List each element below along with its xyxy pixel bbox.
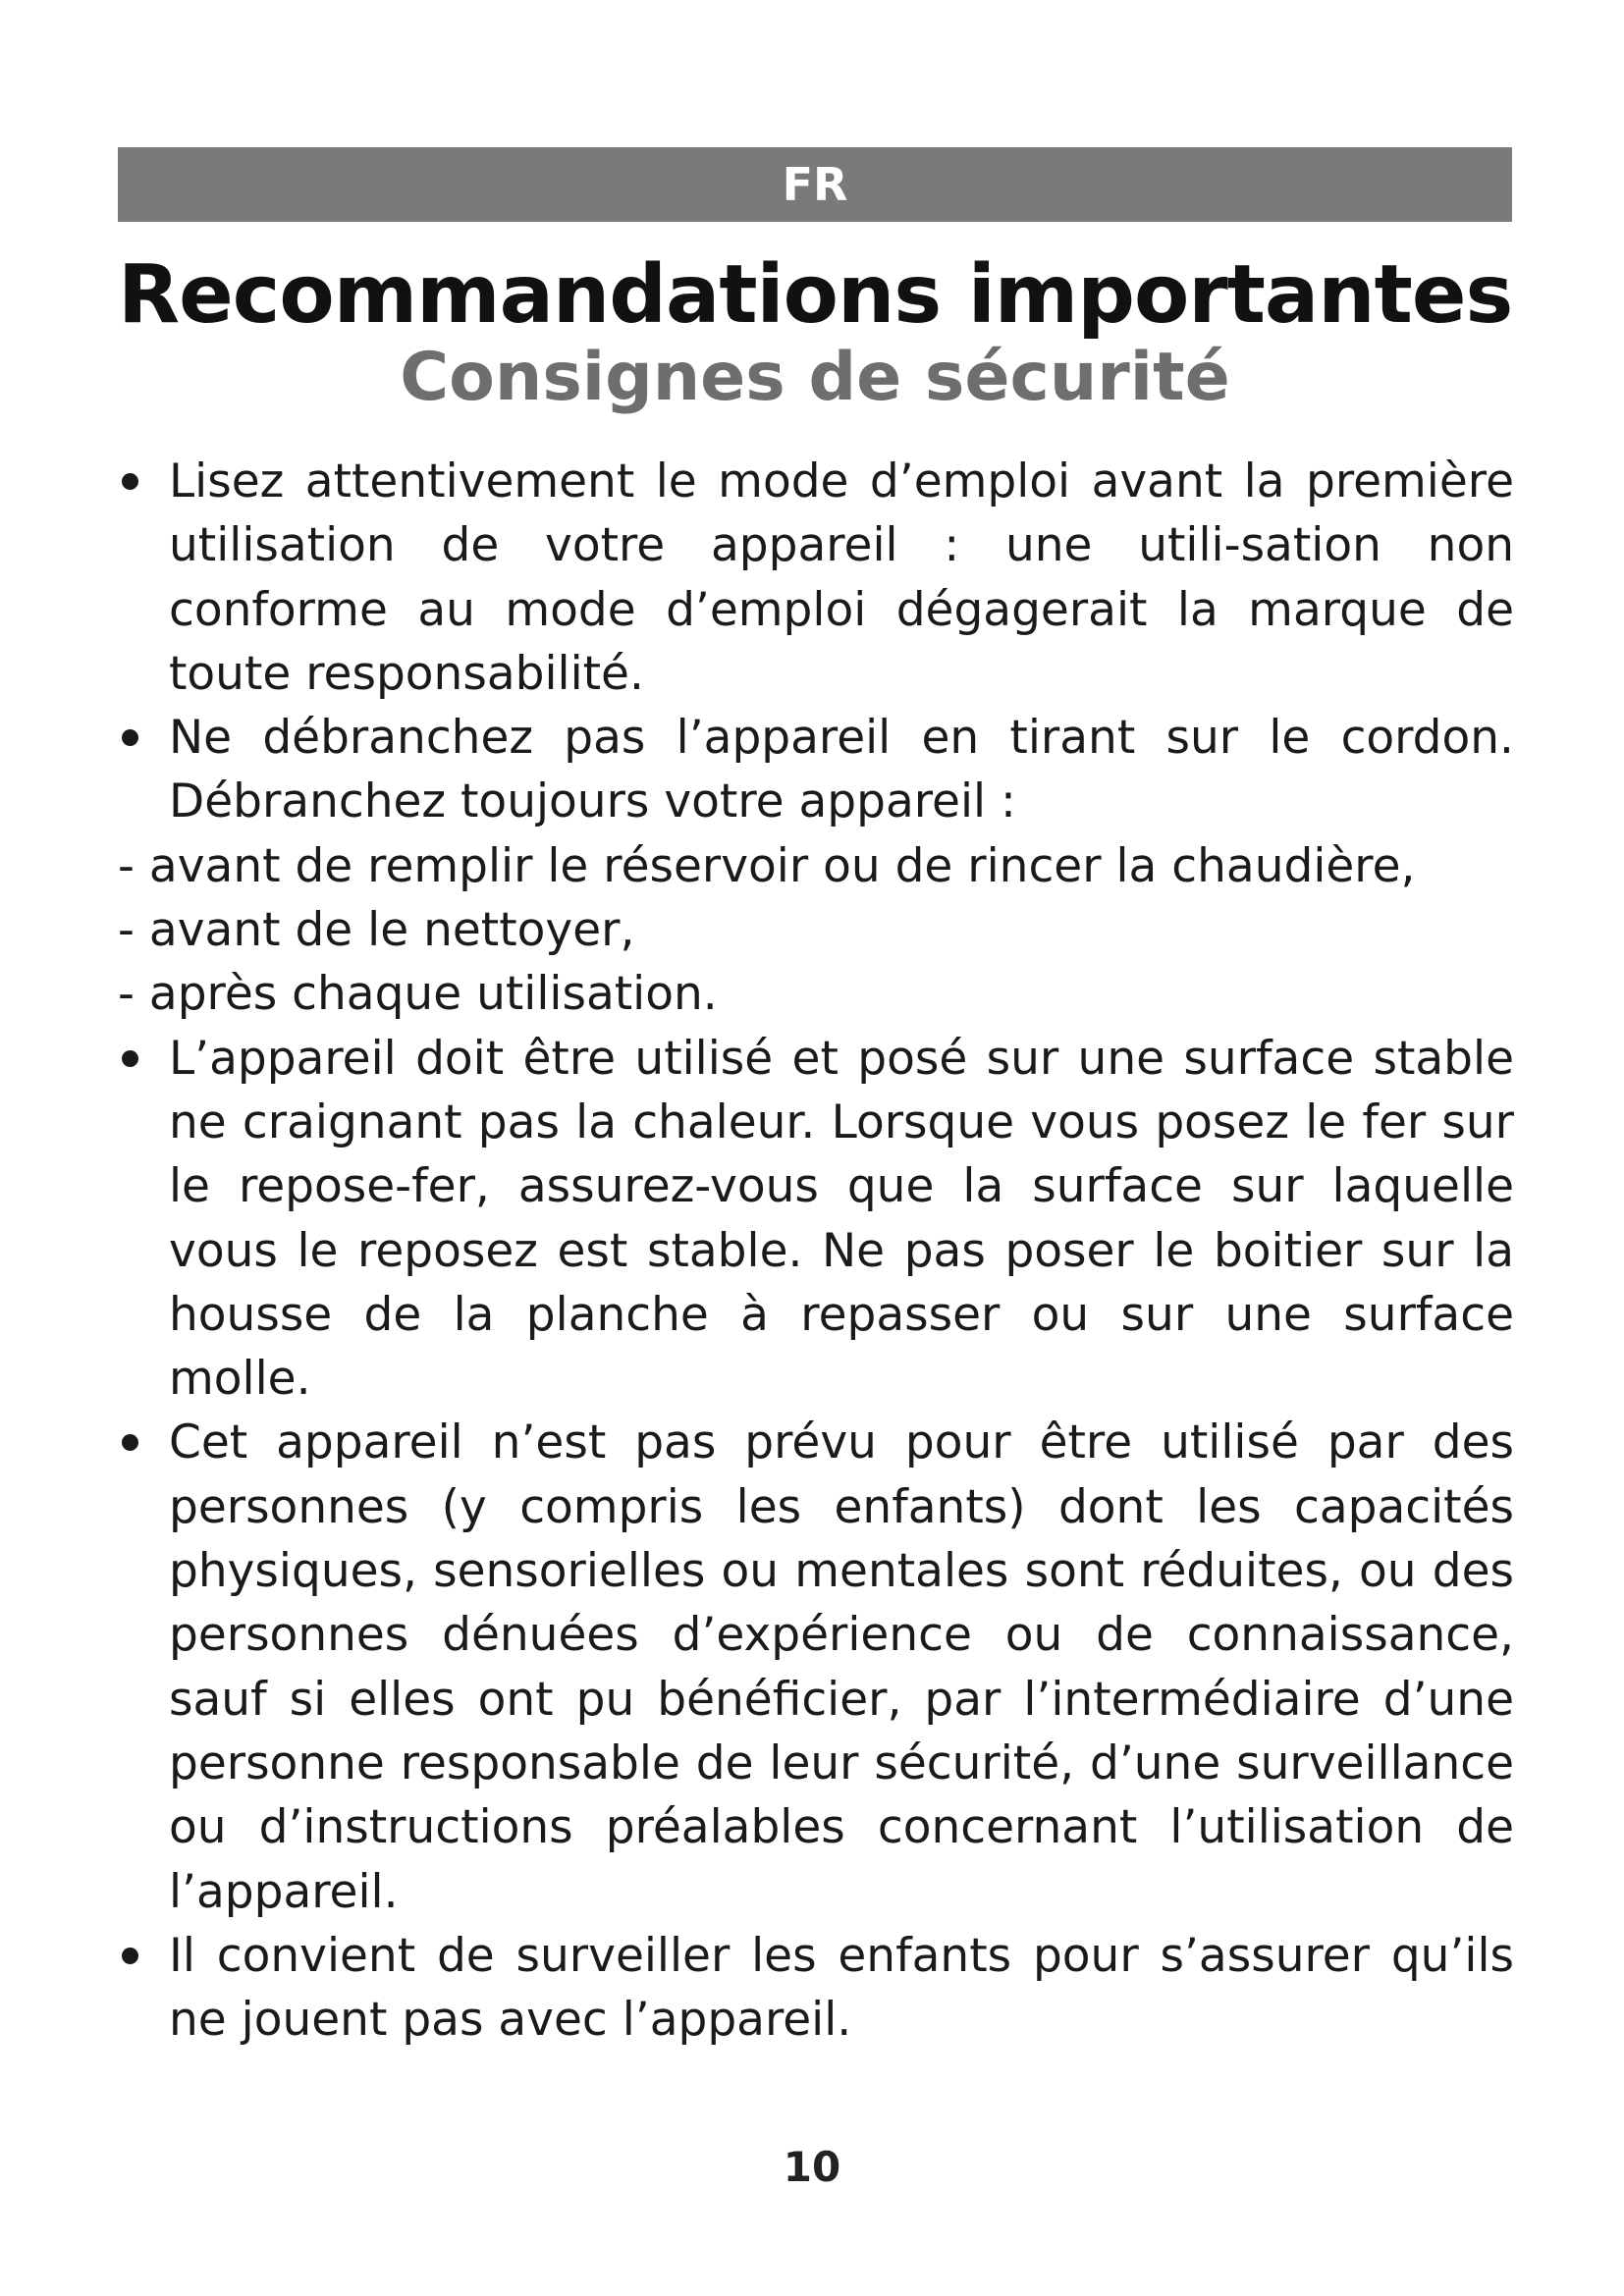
page-title: Recommandations importantes	[118, 248, 1513, 342]
language-tag: FR	[782, 158, 848, 211]
list-item-text: L’appareil doit être utilisé et posé sur une surface stable ne craignant pas la chaleur. Lorsque vous posez le fer sur le repose-fer, assurez-vous que la surface sur laquelle vous le reposez est stable. Ne pas poser le boitier sur la housse de la planche à repasser ou sur une surface molle.	[169, 1031, 1514, 1407]
bullet-icon	[122, 473, 138, 490]
list-item	[118, 706, 1514, 1026]
list-item-text: Ne débranchez pas l’appareil en tirant sur le cordon. Débranchez toujours votre appareil :	[169, 711, 1514, 829]
list-item	[118, 1027, 1514, 1412]
list-item	[118, 1411, 1514, 1923]
bullet-icon	[122, 1948, 138, 1964]
bullet-icon	[122, 1434, 138, 1451]
list-item	[118, 1924, 1514, 2053]
page-subtitle: Consignes de sécurité	[400, 339, 1230, 416]
list-item	[118, 450, 1514, 706]
list-item-text: Cet appareil n’est pas prévu pour être utilisé par des personnes (y compris les enfants) dont les capacités physiques, sensorielles ou mentales sont réduites, ou des personnes dénuées d’expérience ou de connaissance, sauf si elles ont pu bénéficier, par l’intermédiaire d’une personne responsable de leur sécurité, d’une surveillance ou d’instructions préalables concernant l’utilisation de l’appareil.	[169, 1415, 1514, 1919]
page-number: 10	[783, 2143, 841, 2191]
bullet-icon	[122, 1050, 138, 1067]
safety-instructions-list	[118, 450, 1514, 2052]
list-item-text: Lisez attentivement le mode d’emploi avant la première utilisation de votre appareil : une utili-sation non conforme au mode d’emploi dégagerait la marque de toute responsabilité.	[169, 454, 1514, 701]
list-item-text: Il convient de surveiller les enfants pour s’assurer qu’ils ne jouent pas avec l’appareil.	[169, 1928, 1514, 2048]
sub-list-item: - avant de remplir le réservoir ou de rincer la chaudière,	[118, 838, 1416, 893]
sub-list-item: - avant de le nettoyer,	[118, 903, 635, 958]
bullet-icon	[122, 729, 138, 746]
language-header-bar	[118, 147, 1512, 222]
sub-list-item: - après chaque utilisation.	[118, 967, 718, 1022]
